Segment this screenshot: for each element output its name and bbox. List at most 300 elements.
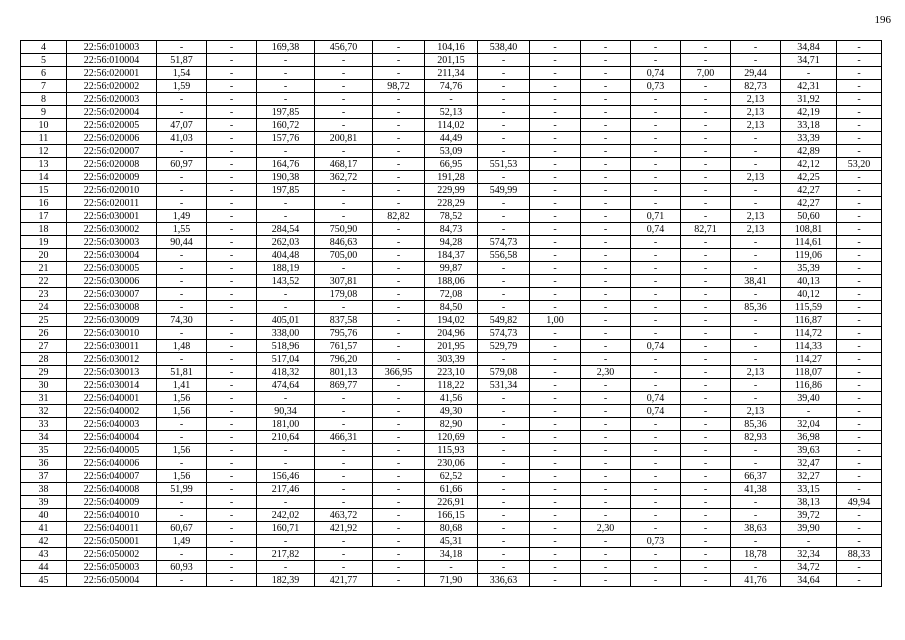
cadastral-number-cell: 22:56:030005: [67, 262, 157, 275]
value-cell: 160,72: [257, 119, 315, 132]
row-number-cell: 15: [21, 184, 67, 197]
value-cell: -: [581, 548, 631, 561]
value-cell: 242,02: [257, 509, 315, 522]
value-cell: -: [581, 145, 631, 158]
table-row: [21, 288, 882, 301]
value-cell: 42,25: [781, 171, 837, 184]
table-row: [21, 171, 882, 184]
row-number-cell: 32: [21, 405, 67, 418]
value-cell: -: [315, 210, 373, 223]
value-cell: -: [581, 119, 631, 132]
value-cell: -: [530, 275, 581, 288]
value-cell: 869,77: [315, 379, 373, 392]
value-cell: 38,63: [731, 522, 781, 535]
value-cell: -: [731, 535, 781, 548]
value-cell: -: [530, 392, 581, 405]
value-cell: -: [478, 457, 530, 470]
value-cell: -: [581, 93, 631, 106]
value-cell: 0,74: [631, 405, 681, 418]
value-cell: -: [373, 509, 425, 522]
value-cell: -: [373, 379, 425, 392]
value-cell: -: [373, 275, 425, 288]
value-cell: 32,04: [781, 418, 837, 431]
row-number-cell: 29: [21, 366, 67, 379]
value-cell: -: [681, 171, 731, 184]
value-cell: -: [681, 262, 731, 275]
value-cell: -: [207, 379, 257, 392]
cadastral-number-cell: 22:56:020005: [67, 119, 157, 132]
value-cell: -: [207, 470, 257, 483]
value-cell: -: [257, 496, 315, 509]
value-cell: 421,77: [315, 574, 373, 587]
value-cell: 34,71: [781, 54, 837, 67]
table-row: [21, 431, 882, 444]
value-cell: -: [681, 496, 731, 509]
value-cell: 78,52: [425, 210, 478, 223]
row-number-cell: 42: [21, 535, 67, 548]
value-cell: -: [478, 223, 530, 236]
value-cell: -: [373, 418, 425, 431]
value-cell: -: [837, 327, 882, 340]
value-cell: -: [837, 353, 882, 366]
value-cell: 31,92: [781, 93, 837, 106]
value-cell: -: [530, 145, 581, 158]
value-cell: -: [631, 522, 681, 535]
value-cell: -: [581, 431, 631, 444]
value-cell: 143,52: [257, 275, 315, 288]
value-cell: -: [315, 80, 373, 93]
value-cell: -: [731, 145, 781, 158]
value-cell: -: [157, 106, 207, 119]
value-cell: -: [581, 54, 631, 67]
row-number-cell: 31: [21, 392, 67, 405]
value-cell: -: [681, 275, 731, 288]
value-cell: -: [681, 106, 731, 119]
value-cell: -: [425, 561, 478, 574]
value-cell: 191,28: [425, 171, 478, 184]
value-cell: -: [837, 288, 882, 301]
value-cell: -: [530, 106, 581, 119]
value-cell: -: [681, 431, 731, 444]
value-cell: -: [373, 119, 425, 132]
value-cell: -: [681, 405, 731, 418]
value-cell: 456,70: [315, 41, 373, 54]
value-cell: -: [631, 197, 681, 210]
value-cell: 549,82: [478, 314, 530, 327]
value-cell: -: [207, 145, 257, 158]
value-cell: -: [157, 145, 207, 158]
table-row: [21, 366, 882, 379]
value-cell: 404,48: [257, 249, 315, 262]
value-cell: 474,64: [257, 379, 315, 392]
value-cell: 60,67: [157, 522, 207, 535]
value-cell: -: [581, 405, 631, 418]
value-cell: -: [157, 171, 207, 184]
value-cell: 34,64: [781, 574, 837, 587]
value-cell: -: [681, 418, 731, 431]
value-cell: 114,33: [781, 340, 837, 353]
value-cell: -: [373, 340, 425, 353]
value-cell: -: [373, 197, 425, 210]
value-cell: -: [837, 184, 882, 197]
value-cell: -: [157, 509, 207, 522]
value-cell: -: [373, 171, 425, 184]
row-number-cell: 13: [21, 158, 67, 171]
cadastral-number-cell: 22:56:030008: [67, 301, 157, 314]
cadastral-number-cell: 22:56:040006: [67, 457, 157, 470]
value-cell: -: [257, 67, 315, 80]
value-cell: -: [530, 171, 581, 184]
value-cell: -: [530, 457, 581, 470]
value-cell: -: [581, 470, 631, 483]
value-cell: -: [631, 249, 681, 262]
value-cell: -: [631, 561, 681, 574]
value-cell: -: [631, 496, 681, 509]
value-cell: -: [157, 262, 207, 275]
table-row: [21, 41, 882, 54]
value-cell: -: [631, 509, 681, 522]
value-cell: -: [837, 379, 882, 392]
table-row: [21, 67, 882, 80]
value-cell: -: [581, 67, 631, 80]
value-cell: -: [581, 184, 631, 197]
cadastral-number-cell: 22:56:020007: [67, 145, 157, 158]
value-cell: 119,06: [781, 249, 837, 262]
value-cell: 118,07: [781, 366, 837, 379]
value-cell: -: [478, 483, 530, 496]
value-cell: 116,86: [781, 379, 837, 392]
value-cell: -: [373, 145, 425, 158]
value-cell: -: [530, 431, 581, 444]
value-cell: -: [581, 223, 631, 236]
row-number-cell: 41: [21, 522, 67, 535]
value-cell: -: [530, 210, 581, 223]
value-cell: -: [157, 249, 207, 262]
value-cell: -: [681, 379, 731, 392]
value-cell: -: [681, 145, 731, 158]
value-cell: -: [257, 392, 315, 405]
value-cell: -: [373, 431, 425, 444]
value-cell: 33,39: [781, 132, 837, 145]
value-cell: -: [581, 340, 631, 353]
value-cell: -: [207, 41, 257, 54]
value-cell: -: [837, 171, 882, 184]
value-cell: -: [315, 197, 373, 210]
value-cell: 1,56: [157, 444, 207, 457]
value-cell: -: [315, 405, 373, 418]
value-cell: -: [530, 184, 581, 197]
value-cell: -: [315, 561, 373, 574]
value-cell: -: [581, 327, 631, 340]
value-cell: -: [681, 236, 731, 249]
value-cell: -: [530, 379, 581, 392]
value-cell: -: [207, 210, 257, 223]
value-cell: -: [257, 444, 315, 457]
value-cell: -: [207, 106, 257, 119]
value-cell: 49,94: [837, 496, 882, 509]
value-cell: 94,28: [425, 236, 478, 249]
value-cell: 51,87: [157, 54, 207, 67]
value-cell: -: [315, 392, 373, 405]
value-cell: -: [581, 314, 631, 327]
value-cell: 1,00: [530, 314, 581, 327]
value-cell: 190,38: [257, 171, 315, 184]
value-cell: 60,93: [157, 561, 207, 574]
row-number-cell: 25: [21, 314, 67, 327]
cadastral-number-cell: 22:56:040009: [67, 496, 157, 509]
value-cell: 71,90: [425, 574, 478, 587]
value-cell: 229,99: [425, 184, 478, 197]
value-cell: -: [478, 548, 530, 561]
cadastral-number-cell: 22:56:010004: [67, 54, 157, 67]
value-cell: 45,31: [425, 535, 478, 548]
cadastral-number-cell: 22:56:020009: [67, 171, 157, 184]
value-cell: 160,71: [257, 522, 315, 535]
value-cell: 29,44: [731, 67, 781, 80]
value-cell: -: [257, 93, 315, 106]
value-cell: -: [581, 249, 631, 262]
row-number-cell: 27: [21, 340, 67, 353]
value-cell: -: [581, 210, 631, 223]
value-cell: -: [157, 301, 207, 314]
value-cell: -: [478, 54, 530, 67]
value-cell: -: [837, 223, 882, 236]
value-cell: 82,93: [731, 431, 781, 444]
value-cell: -: [478, 67, 530, 80]
value-cell: 1,56: [157, 392, 207, 405]
value-cell: 217,82: [257, 548, 315, 561]
value-cell: 108,81: [781, 223, 837, 236]
value-cell: -: [207, 288, 257, 301]
value-cell: 1,41: [157, 379, 207, 392]
table-row: [21, 340, 882, 353]
value-cell: -: [731, 132, 781, 145]
value-cell: 0,74: [631, 340, 681, 353]
value-cell: -: [631, 236, 681, 249]
value-cell: -: [530, 262, 581, 275]
cadastral-number-cell: 22:56:020004: [67, 106, 157, 119]
table-row: [21, 405, 882, 418]
value-cell: -: [581, 171, 631, 184]
table-row: [21, 93, 882, 106]
value-cell: -: [530, 444, 581, 457]
value-cell: -: [207, 522, 257, 535]
value-cell: -: [681, 184, 731, 197]
value-cell: -: [631, 132, 681, 145]
row-number-cell: 21: [21, 262, 67, 275]
value-cell: -: [837, 41, 882, 54]
value-cell: -: [157, 418, 207, 431]
value-cell: -: [373, 54, 425, 67]
value-cell: -: [731, 249, 781, 262]
value-cell: -: [631, 145, 681, 158]
value-cell: -: [373, 301, 425, 314]
value-cell: -: [478, 171, 530, 184]
value-cell: 114,72: [781, 327, 837, 340]
value-cell: -: [681, 197, 731, 210]
value-cell: -: [157, 275, 207, 288]
value-cell: -: [157, 41, 207, 54]
value-cell: -: [681, 54, 731, 67]
value-cell: -: [530, 119, 581, 132]
value-cell: 2,13: [731, 366, 781, 379]
value-cell: -: [837, 574, 882, 587]
row-number-cell: 19: [21, 236, 67, 249]
value-cell: 51,81: [157, 366, 207, 379]
value-cell: 181,00: [257, 418, 315, 431]
table-row: [21, 54, 882, 67]
value-cell: -: [631, 470, 681, 483]
value-cell: -: [478, 145, 530, 158]
row-number-cell: 6: [21, 67, 67, 80]
value-cell: 42,19: [781, 106, 837, 119]
value-cell: 39,72: [781, 509, 837, 522]
value-cell: -: [315, 301, 373, 314]
value-cell: 201,95: [425, 340, 478, 353]
value-cell: -: [207, 392, 257, 405]
table-row: [21, 509, 882, 522]
value-cell: 0,73: [631, 80, 681, 93]
value-cell: -: [373, 158, 425, 171]
value-cell: 1,59: [157, 80, 207, 93]
value-cell: -: [530, 93, 581, 106]
value-cell: -: [478, 418, 530, 431]
value-cell: -: [530, 54, 581, 67]
value-cell: -: [837, 106, 882, 119]
value-cell: 41,56: [425, 392, 478, 405]
value-cell: 1,54: [157, 67, 207, 80]
value-cell: 518,96: [257, 340, 315, 353]
value-cell: 51,99: [157, 483, 207, 496]
value-cell: -: [731, 327, 781, 340]
value-cell: -: [207, 548, 257, 561]
value-cell: -: [631, 184, 681, 197]
cadastral-number-cell: 22:56:010003: [67, 41, 157, 54]
cadastral-number-cell: 22:56:040001: [67, 392, 157, 405]
value-cell: -: [207, 574, 257, 587]
table-row: [21, 301, 882, 314]
value-cell: -: [837, 392, 882, 405]
table-row: [21, 470, 882, 483]
value-cell: -: [207, 366, 257, 379]
value-cell: -: [731, 158, 781, 171]
value-cell: 366,95: [373, 366, 425, 379]
value-cell: -: [681, 132, 731, 145]
value-cell: -: [581, 418, 631, 431]
value-cell: 41,76: [731, 574, 781, 587]
value-cell: -: [631, 353, 681, 366]
value-cell: 66,37: [731, 470, 781, 483]
cadastral-number-cell: 22:56:030013: [67, 366, 157, 379]
row-number-cell: 39: [21, 496, 67, 509]
value-cell: 47,07: [157, 119, 207, 132]
value-cell: -: [373, 236, 425, 249]
table-row: [21, 561, 882, 574]
value-cell: -: [478, 93, 530, 106]
value-cell: -: [207, 418, 257, 431]
value-cell: -: [681, 444, 731, 457]
value-cell: -: [373, 496, 425, 509]
value-cell: -: [315, 145, 373, 158]
value-cell: 72,08: [425, 288, 478, 301]
value-cell: 262,03: [257, 236, 315, 249]
value-cell: 74,30: [157, 314, 207, 327]
value-cell: -: [157, 353, 207, 366]
value-cell: 529,79: [478, 340, 530, 353]
value-cell: -: [681, 470, 731, 483]
value-cell: -: [373, 392, 425, 405]
value-cell: -: [530, 509, 581, 522]
value-cell: -: [373, 288, 425, 301]
value-cell: 33,15: [781, 483, 837, 496]
value-cell: 197,85: [257, 106, 315, 119]
value-cell: 549,99: [478, 184, 530, 197]
value-cell: 34,18: [425, 548, 478, 561]
value-cell: -: [781, 405, 837, 418]
value-cell: 2,13: [731, 119, 781, 132]
table-row: [21, 80, 882, 93]
value-cell: -: [315, 483, 373, 496]
value-cell: -: [631, 327, 681, 340]
value-cell: 307,81: [315, 275, 373, 288]
value-cell: -: [681, 210, 731, 223]
value-cell: 42,89: [781, 145, 837, 158]
value-cell: -: [581, 106, 631, 119]
value-cell: -: [315, 93, 373, 106]
value-cell: -: [157, 184, 207, 197]
value-cell: 44,49: [425, 132, 478, 145]
cadastral-number-cell: 22:56:020002: [67, 80, 157, 93]
value-cell: 1,55: [157, 223, 207, 236]
cadastral-number-cell: 22:56:040003: [67, 418, 157, 431]
value-cell: -: [681, 392, 731, 405]
table-row: [21, 483, 882, 496]
value-cell: 2,13: [731, 106, 781, 119]
value-cell: 164,76: [257, 158, 315, 171]
value-cell: -: [530, 405, 581, 418]
value-cell: -: [478, 301, 530, 314]
value-cell: -: [581, 483, 631, 496]
value-cell: -: [315, 119, 373, 132]
value-cell: -: [157, 574, 207, 587]
value-cell: 80,68: [425, 522, 478, 535]
row-number-cell: 18: [21, 223, 67, 236]
cadastral-number-cell: 22:56:020008: [67, 158, 157, 171]
value-cell: -: [315, 444, 373, 457]
value-cell: 421,92: [315, 522, 373, 535]
value-cell: 115,93: [425, 444, 478, 457]
row-number-cell: 14: [21, 171, 67, 184]
value-cell: -: [373, 106, 425, 119]
value-cell: -: [478, 210, 530, 223]
value-cell: -: [373, 314, 425, 327]
table-row: [21, 314, 882, 327]
value-cell: -: [837, 67, 882, 80]
value-cell: -: [373, 223, 425, 236]
cadastral-number-cell: 22:56:040004: [67, 431, 157, 444]
value-cell: -: [631, 54, 681, 67]
value-cell: 468,17: [315, 158, 373, 171]
value-cell: -: [631, 288, 681, 301]
value-cell: 336,63: [478, 574, 530, 587]
value-cell: 82,73: [731, 80, 781, 93]
value-cell: -: [837, 522, 882, 535]
value-cell: 705,00: [315, 249, 373, 262]
value-cell: 61,66: [425, 483, 478, 496]
value-cell: -: [257, 561, 315, 574]
table-row: [21, 249, 882, 262]
value-cell: 38,13: [781, 496, 837, 509]
